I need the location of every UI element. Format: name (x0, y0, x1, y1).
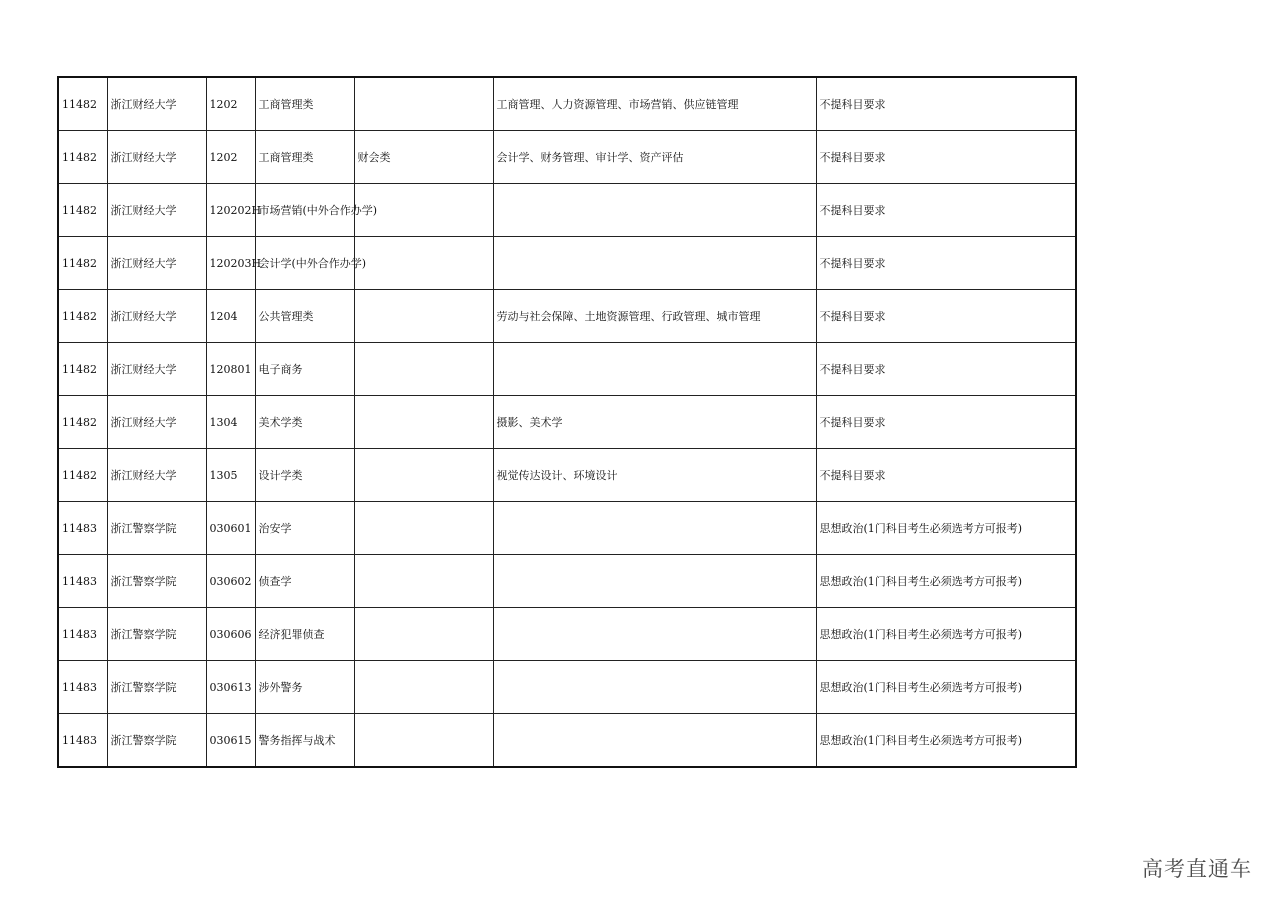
school-name-cell: 浙江警察学院 (107, 555, 206, 608)
subject-requirement-cell: 不提科目要求 (816, 77, 1076, 131)
category-cell (354, 502, 493, 555)
subject-requirement-cell: 思想政治(1门科目考生必须选考方可报考) (816, 502, 1076, 555)
category-cell: 财会类 (354, 131, 493, 184)
school-name-cell: 浙江财经大学 (107, 449, 206, 502)
table-body (58, 77, 1076, 767)
included-majors-cell (493, 343, 816, 396)
major-name-cell: 美术学类 (255, 396, 354, 449)
school-name-cell: 浙江警察学院 (107, 661, 206, 714)
school-code-cell: 11483 (58, 608, 107, 661)
school-code-cell: 11483 (58, 661, 107, 714)
subject-requirement-cell: 不提科目要求 (816, 131, 1076, 184)
table-row (58, 396, 1076, 449)
subject-requirement-cell: 不提科目要求 (816, 396, 1076, 449)
school-name-cell: 浙江财经大学 (107, 290, 206, 343)
major-name-cell: 工商管理类 (255, 77, 354, 131)
subject-requirement-cell: 思想政治(1门科目考生必须选考方可报考) (816, 714, 1076, 768)
category-cell (354, 290, 493, 343)
table-row (58, 290, 1076, 343)
table-row (58, 184, 1076, 237)
school-code-cell: 11482 (58, 237, 107, 290)
table-row (58, 77, 1076, 131)
included-majors-cell (493, 714, 816, 768)
school-name-cell: 浙江警察学院 (107, 714, 206, 768)
school-code-cell: 11482 (58, 77, 107, 131)
table-row (58, 237, 1076, 290)
included-majors-cell: 劳动与社会保障、土地资源管理、行政管理、城市管理 (493, 290, 816, 343)
major-code-cell: 030601 (206, 502, 255, 555)
category-cell (354, 661, 493, 714)
subject-requirement-cell: 思想政治(1门科目考生必须选考方可报考) (816, 661, 1076, 714)
included-majors-cell: 工商管理、人力资源管理、市场营销、供应链管理 (493, 77, 816, 131)
major-code-cell: 1305 (206, 449, 255, 502)
subject-requirement-cell: 不提科目要求 (816, 290, 1076, 343)
included-majors-cell: 会计学、财务管理、审计学、资产评估 (493, 131, 816, 184)
school-name-cell: 浙江财经大学 (107, 396, 206, 449)
major-code-cell: 030613 (206, 661, 255, 714)
school-code-cell: 11483 (58, 714, 107, 768)
school-name-cell: 浙江警察学院 (107, 608, 206, 661)
major-code-cell: 1202 (206, 77, 255, 131)
table-row (58, 661, 1076, 714)
category-cell (354, 714, 493, 768)
category-cell (354, 237, 493, 290)
table-row (58, 343, 1076, 396)
school-code-cell: 11482 (58, 184, 107, 237)
table-row (58, 131, 1076, 184)
major-code-cell: 030602 (206, 555, 255, 608)
major-code-cell: 120801 (206, 343, 255, 396)
included-majors-cell (493, 555, 816, 608)
table-row (58, 608, 1076, 661)
major-name-cell: 经济犯罪侦查 (255, 608, 354, 661)
major-name-cell: 会计学(中外合作办学) (255, 237, 354, 290)
school-code-cell: 11482 (58, 290, 107, 343)
school-code-cell: 11483 (58, 555, 107, 608)
school-name-cell: 浙江财经大学 (107, 343, 206, 396)
school-code-cell: 11482 (58, 396, 107, 449)
subject-requirement-cell: 不提科目要求 (816, 449, 1076, 502)
school-name-cell: 浙江财经大学 (107, 237, 206, 290)
watermark-text: 高考直通车 (1142, 857, 1252, 881)
category-cell (354, 449, 493, 502)
major-name-cell: 侦查学 (255, 555, 354, 608)
major-code-cell: 1202 (206, 131, 255, 184)
subject-requirement-cell: 思想政治(1门科目考生必须选考方可报考) (816, 555, 1076, 608)
included-majors-cell (493, 502, 816, 555)
school-code-cell: 11483 (58, 502, 107, 555)
major-name-cell: 设计学类 (255, 449, 354, 502)
school-name-cell: 浙江财经大学 (107, 131, 206, 184)
admission-requirements-table (57, 76, 1077, 768)
included-majors-cell (493, 608, 816, 661)
major-code-cell: 120202H (206, 184, 255, 237)
table-row (58, 714, 1076, 768)
major-code-cell: 030606 (206, 608, 255, 661)
school-name-cell: 浙江财经大学 (107, 77, 206, 131)
subject-requirement-cell: 不提科目要求 (816, 237, 1076, 290)
major-code-cell: 1304 (206, 396, 255, 449)
table-row (58, 449, 1076, 502)
included-majors-cell (493, 661, 816, 714)
category-cell (354, 555, 493, 608)
subject-requirement-cell: 思想政治(1门科目考生必须选考方可报考) (816, 608, 1076, 661)
major-name-cell: 治安学 (255, 502, 354, 555)
table-row (58, 555, 1076, 608)
major-code-cell: 030615 (206, 714, 255, 768)
major-name-cell: 工商管理类 (255, 131, 354, 184)
major-name-cell: 市场营销(中外合作办学) (255, 184, 354, 237)
major-name-cell: 涉外警务 (255, 661, 354, 714)
category-cell (354, 77, 493, 131)
major-code-cell: 1204 (206, 290, 255, 343)
major-code-cell: 120203H (206, 237, 255, 290)
included-majors-cell (493, 184, 816, 237)
included-majors-cell: 视觉传达设计、环境设计 (493, 449, 816, 502)
included-majors-cell: 摄影、美术学 (493, 396, 816, 449)
school-name-cell: 浙江财经大学 (107, 184, 206, 237)
school-name-cell: 浙江警察学院 (107, 502, 206, 555)
major-name-cell: 警务指挥与战术 (255, 714, 354, 768)
subject-requirement-cell: 不提科目要求 (816, 184, 1076, 237)
school-code-cell: 11482 (58, 131, 107, 184)
category-cell (354, 343, 493, 396)
subject-requirement-cell: 不提科目要求 (816, 343, 1076, 396)
school-code-cell: 11482 (58, 449, 107, 502)
table-row (58, 502, 1076, 555)
school-code-cell: 11482 (58, 343, 107, 396)
major-name-cell: 电子商务 (255, 343, 354, 396)
category-cell (354, 396, 493, 449)
major-name-cell: 公共管理类 (255, 290, 354, 343)
category-cell (354, 608, 493, 661)
included-majors-cell (493, 237, 816, 290)
